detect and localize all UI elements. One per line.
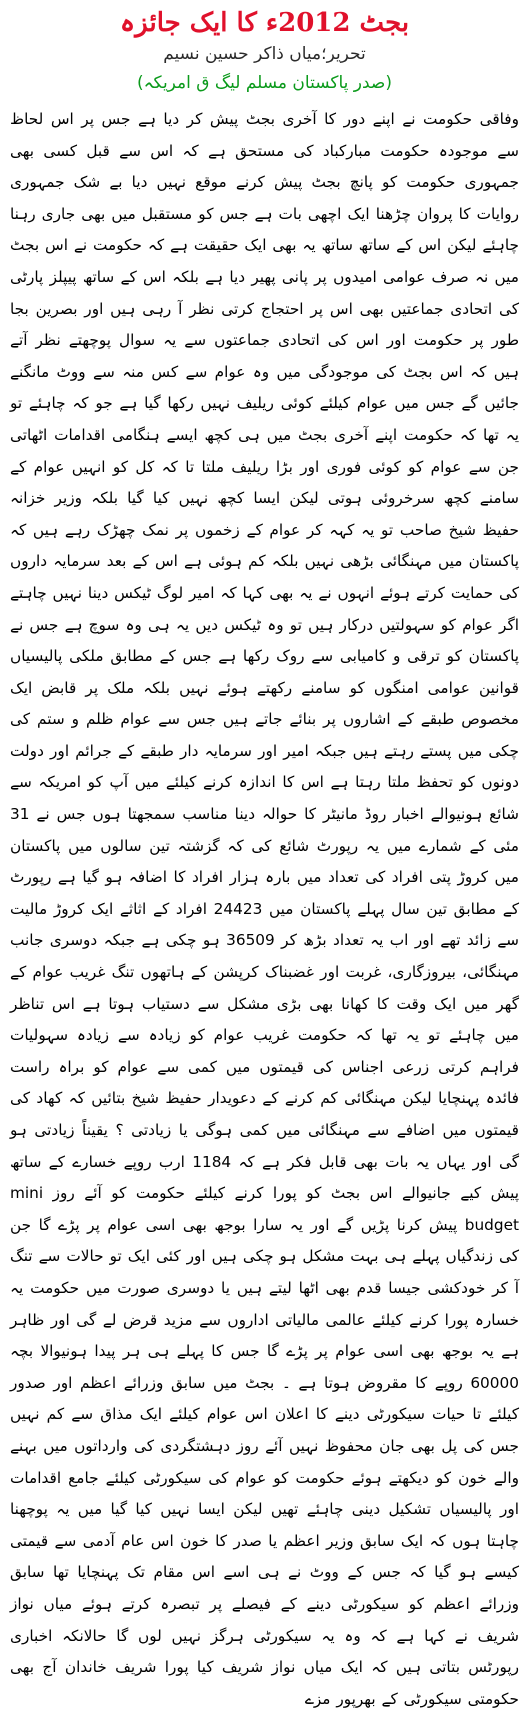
- article-title: بجٹ 2012ء کا ایک جائزہ: [119, 8, 410, 38]
- author-position: (صدر پاکستان مسلم لیگ ق امریکہ): [136, 73, 393, 93]
- article-body: وفاقی حکومت نے اپنے دور کا آخری بجٹ پیش کر دیا ہے جس پر اس لحاظ سے موجودہ حکومت مبارکباد کی مستحق ہے کہ اس سے قبل کسی بھی جمہوری حکومت کو پانچ بجٹ پیش کرنے موقع نہیں دیا بے شک جمہوری روایات کا پروان چڑھنا ایک اچھی بات ہے جس کو مستقبل میں بھی جاری رہنا چاہئے لیکن اس کے ساتھ ساتھ یہ بھی ایک حقیقت ہے کہ حکومت نے اس بجٹ میں نہ صرف عوامی امیدوں پر پانی پھیر دیا ہے بلکہ اس کے ساتھ پیپلز پارٹی کی اتحادی جماعتیں بھی اس پر احتجاج کرتی نظر آ رہی ہیں اور بصرین بجا طور پر حکومت اور اس کی اتحادی جماعتوں سے یہ سوال پوچھتے نظر آتے ہیں کہ اس بجٹ کی موجودگی میں وہ عوام سے کس منہ سے ووٹ مانگنے جائیں گے جس میں عوام کیلئے کوئی ریلیف نہیں رکھا گیا ہے جو کہ چاہئے تو یہ تھا کہ حکومت اپنے آخری بجٹ میں ہی کچھ ایسے ہنگامی اقدامات اٹھاتی جن سے عوام کو کوئی فوری اور بڑا ریلیف ملتا تا کہ کل کو انہیں عوام کے سامنے کچھ سرخروئی ہوتی لیکن ایسا کچھ نہیں کیا گیا بلکہ وزیر خزانہ حفیظ شیخ صاحب تو یہ کہہ کر عوام کے زخموں پر نمک چھڑک رہے ہیں کہ پاکستان میں مہنگائی بڑھی نہیں بلکہ کم ہوئی ہے اس کے بعد سرمایہ داروں کی حمایت کرتے ہوئے انہوں نے یہ بھی کہا کہ امیر لوگ ٹیکس دینا نہیں چاہتے اگر عوام کو سہولتیں درکار ہیں تو وہ ٹیکس دیں یہ ہی وہ سوچ ہے جس نے پاکستان کو ترقی و کامیابی سے روک رکھا ہے جس کے مطابق ملکی پالیسیاں قوانین عوامی امنگوں کو سامنے رکھتے ہوئے نہیں بلکہ ملک پر قابض ایک مخصوص طبقے کے اشاروں پر بنائے جاتے ہیں جس سے عوام ظلم و ستم کی چکی میں پستے رہتے ہیں جبکہ امیر اور سرمایہ دار طبقے کے جرائم اور دولت دونوں کو تحفظ ملتا رہتا ہے اس کا اندازہ کرنے کیلئے میں آپ کو امریکہ سے شائع ہونیوالے اخبار روڈ مانیٹر کا حوالہ دینا مناسب سمجھتا ہوں جس نے 31 مئی کے شمارے میں یہ رپورٹ شائع کی کہ گزشتہ تین سالوں میں پاکستان میں کروڑ پتی افراد کی تعداد میں بارہ ہزار افراد کا اضافہ ہو گیا ہے رپورٹ کے مطابق تین سال پہلے پاکستان میں 24423 افراد کے اثاثے ایک کروڑ مالیت سے زائد تھے اور اب یہ تعداد بڑھ کر 36509 ہو چکی ہے جبکہ دوسری جانب مہنگائی، بیروزگاری، غربت اور غضبناک کرپشن کے ہاتھوں تنگ غریب عوام کے گھر میں ایک وقت کا کھانا بھی بڑی مشکل سے دستیاب ہوتا ہے اس تناظر میں چاہئے تو یہ تھا کہ حکومت غریب عوام کو زیادہ سے زیادہ سہولیات فراہم کرتی زرعی اجناس کی قیمتوں میں کمی سے عوام کو براہ راست فائدہ پہنچایا لیکن مہنگائی کم کرنے کے دعویدار حفیظ شیخ بتائیں کہ کھاد کی قیمتوں میں اضافے سے مہنگائی میں کمی ہوگی یا زیادتی ؟ یقیناً زیادتی ہو گی اور یہاں یہ بات بھی قابل فکر ہے کہ 1184 ارب روپے خسارے کے ساتھ پیش کیے جانیوالے اس بجٹ کو پورا کرنے کیلئے حکومت کو آئے روز mini budget پیش کرنا پڑیں گے اور یہ سارا بوجھ بھی اسی عوام پر پڑے گا جن کی زندگیاں پہلے ہی بہت مشکل ہو چکی ہیں اور کئی ایک تو حالات سے تنگ آ کر خودکشی جیسا قدم بھی اٹھا لیتے ہیں یا دوسری صورت میں حکومت یہ خسارہ پورا کرنے کیلئے عالمی مالیاتی اداروں سے مزید قرض لے گی اور ظاہر ہے یہ بوجھ بھی اسی عوام پر پڑے گا جس کا پہلے ہی ہر پیدا ہونیوالا بچہ 60000 روپے کا مقروض ہوتا ہے ۔ بجٹ میں سابق وزرائے اعظم اور صدور کیلئے تا حیات سیکورٹی دینے کا اعلان اس عوام کیلئے ایک مذاق سے کم نہیں جس کی پل بھی جان محفوظ نہیں آئے روز دہشتگردی کی وارداتوں میں بہنے والے خون کو دیکھتے ہوئے حکومت کو عوام کی سیکورٹی کیلئے جامع اقدامات اور پالیسیاں تشکیل دینی چاہئے تھیں لیکن ایسا نہیں کیا گیا میں یہ پوچھنا چاہتا ہوں کہ ایک سابق وزیر اعظم یا صدر کا خون اس عام آدمی سے قیمتی کیسے ہو گیا کہ جس کے ووٹ نے ہی اسے اس مقام تک پہنچایا تھا سابق وزرائے اعظم کو سیکورٹی دینے کے فیصلے پر تبصرہ کرتے ہوئے میاں نواز شریف نے کہا ہے کہ وہ یہ سیکورٹی ہرگز نہیں لوں گا حالانکہ اخباری رپورٹس بتاتی ہیں کہ ایک میاں نواز شریف کیا پورا شریف خاندان آج بھی حکومتی سیکورٹی کے بھرپور مزے: [10, 110, 519, 1708]
- author-byline: تحریر؛میاں ذاکر حسین نسیم: [163, 44, 366, 64]
